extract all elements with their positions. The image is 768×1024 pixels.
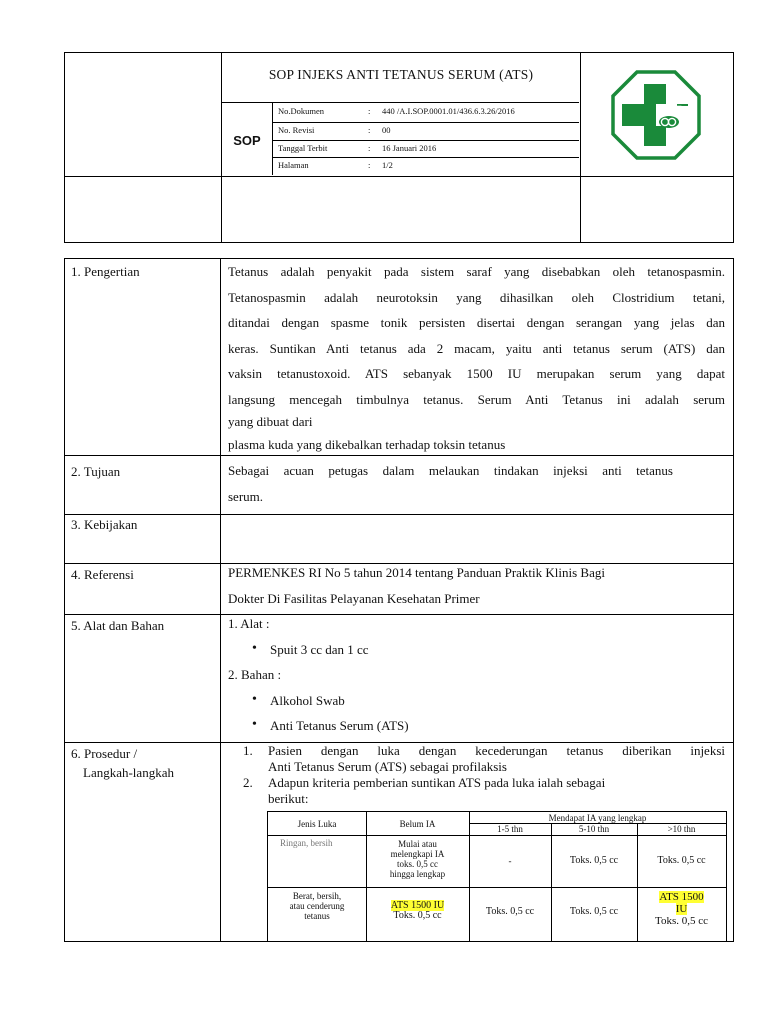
table-cell: - [508, 856, 512, 866]
text-line: Sebagai acuan petugas dalam melaukan tindakan injeksi anti tetanus [228, 463, 673, 478]
table-grid-line [268, 835, 726, 836]
procedure-step [243, 743, 725, 775]
table-cell: Toks. 0,5 cc [569, 906, 619, 917]
table-cell [366, 901, 469, 921]
meta-key: Tanggal Terbit [278, 143, 328, 153]
table-cell: Toks. 0,5 cc [569, 855, 619, 866]
row-divider [65, 514, 733, 515]
step-line: Pasien dengan luka dengan kecederungan tetanus diberikan injeksi [268, 743, 725, 758]
sop-label: SOP [233, 133, 261, 148]
table-cell: Toks. 0,5 cc [485, 906, 535, 917]
cell-line: atau cenderung [289, 901, 345, 911]
step-line: Adapun kriteria pemberian suntikan ATS pada luka ialah sebagai [268, 775, 606, 790]
list-item: • Anti Tetanus Serum (ATS) [248, 713, 725, 739]
cell-line: Toks. 0,5 cc [655, 915, 708, 927]
procedure-step [243, 775, 698, 807]
meta-row [272, 140, 580, 158]
meta-row [272, 103, 580, 121]
highlighted-text: IU [675, 903, 688, 915]
meta-key: No. Revisi [278, 125, 315, 135]
text-line: plasma kuda yang dikebalkan terhadap toksin tetanus [228, 437, 506, 452]
table-grid-line [551, 823, 552, 941]
header-divider [65, 176, 733, 177]
alat-bahan-content [228, 611, 725, 739]
text-line: yang dibuat dari [228, 414, 313, 429]
list-item: • Alkohol Swab [248, 688, 725, 714]
table-cell: Ringan, bersih [280, 838, 333, 848]
referensi-text [228, 560, 725, 611]
prosedur-label-line: 6. Prosedur / [71, 746, 138, 761]
sub-header: 5-10 thn [578, 824, 610, 834]
cell-line: Berat, bersih, [292, 891, 342, 901]
sub-header: 1-5 thn [497, 824, 523, 834]
text-line: Tetanus adalah penyakit pada sistem saraf yang disebabkan oleh tetanospasmin. [228, 264, 725, 279]
alat-list [248, 637, 725, 663]
tujuan-text [228, 458, 725, 509]
sub-header: >10 thn [667, 824, 696, 834]
meta-key: Halaman [278, 160, 309, 170]
text-line: keras. Suntikan Anti tetanus ada 2 macam, yaitu anti tetanus serum (ATS) dan [228, 340, 725, 356]
cell-line: hingga lengkap [389, 869, 446, 879]
meta-value: 1/2 [382, 160, 393, 170]
table-cell: Toks. 0,5 cc [657, 855, 706, 866]
cell-line: toks. 0,5 cc [397, 859, 438, 869]
highlighted-text: ATS 1500 [659, 891, 704, 903]
step-number: 1. [243, 743, 253, 758]
sop-content-table [64, 258, 734, 942]
document-header [64, 52, 734, 243]
alat-heading: 1. Alat : [228, 616, 270, 631]
list-item: • Spuit 3 cc dan 1 cc [248, 637, 725, 663]
text-line: Tetanospasmin adalah neurotoksin yang dihasilkan oleh Clostridium tetani, [228, 289, 725, 305]
section-label-pengertian: 1. Pengertian [71, 264, 140, 279]
meta-value: 00 [382, 125, 391, 135]
meta-colon: : [368, 106, 371, 116]
section-label-tujuan: 2. Tujuan [71, 464, 121, 479]
col-header-belum-ia: Belum IA [399, 819, 436, 829]
cell-line: Toks. 0,5 cc [393, 910, 442, 921]
step-line: berikut: [268, 791, 309, 806]
text-line: ditandai dengan spasme tonik persisten disertai dengan serangan yang jelas dan [228, 315, 725, 330]
step-number: 2. [243, 775, 253, 790]
prosedur-label-line: Langkah-langkah [83, 765, 174, 780]
bahan-heading: 2. Bahan : [228, 667, 282, 682]
meta-row [272, 157, 580, 175]
text-line: serum. [228, 488, 264, 504]
col-header-jenis-luka: Jenis Luka [297, 819, 337, 829]
text-line: langsung mencegah timbulnya tetanus. Serum Anti Tetanus ini adalah serum [228, 391, 725, 407]
table-cell [637, 891, 726, 927]
ats-criteria-table [267, 811, 727, 942]
text-line: PERMENKES RI No 5 tahun 2014 tentang Panduan Praktik Klinis Bagi [228, 565, 605, 580]
header-divider [580, 53, 581, 242]
text-line: Dokter Di Fasilitas Pelayanan Kesehatan Primer [228, 590, 480, 606]
text-line: vaksin tetanustoxoid. ATS sebanyak 1500 IU merupakan serum yang dapat [228, 366, 725, 381]
meta-colon: : [368, 143, 371, 153]
step-line: Anti Tetanus Serum (ATS) sebagai profilaksis [268, 759, 507, 774]
cell-line: melengkapi IA [390, 849, 445, 859]
table-cell [268, 891, 366, 921]
column-divider [220, 259, 221, 941]
section-label-prosedur [71, 744, 174, 782]
meta-value: 16 Januari 2016 [382, 143, 437, 153]
col-header-mendapat-ia: Mendapat IA yang lengkap [548, 813, 647, 823]
highlighted-text: ATS 1500 IU [390, 900, 445, 911]
document-title: SOP INJEKS ANTI TETANUS SERUM (ATS) [268, 67, 534, 82]
meta-value: 440 /A.I.SOP.0001.01/436.6.3.26/2016 [382, 106, 515, 116]
cell-line: tetanus [304, 911, 330, 921]
pengertian-text [228, 259, 725, 459]
cell-line: Mulai atau [398, 839, 437, 849]
meta-colon: : [368, 160, 371, 170]
prosedur-steps [243, 743, 725, 807]
puskesmas-logo-icon [611, 70, 701, 160]
bahan-list [248, 688, 725, 739]
section-label-kebijakan: 3. Kebijakan [71, 517, 138, 532]
section-label-alat-bahan: 5. Alat dan Bahan [71, 618, 165, 633]
table-cell [366, 839, 469, 879]
meta-colon: : [368, 125, 371, 135]
section-label-referensi: 4. Referensi [71, 567, 134, 582]
meta-row [272, 122, 580, 140]
meta-key: No.Dokumen [278, 106, 325, 116]
table-grid-line [268, 887, 726, 888]
